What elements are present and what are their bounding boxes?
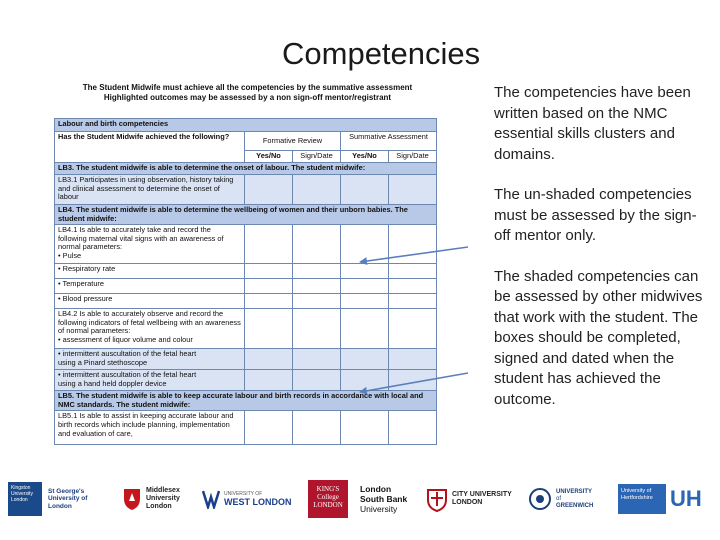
west-london-pre: UNIVERSITY OF bbox=[224, 491, 263, 497]
summative-sign-date-header: Sign/Date bbox=[389, 151, 437, 163]
logo-hertfordshire bbox=[618, 475, 712, 523]
logo-west-london bbox=[202, 475, 302, 523]
signoff-box[interactable] bbox=[245, 411, 293, 445]
competency-table bbox=[54, 118, 437, 445]
logo-middlesex bbox=[122, 475, 200, 523]
greenwich-line1: UNIVERSITY bbox=[556, 488, 593, 495]
summative-yes-no-header: Yes/No bbox=[341, 151, 389, 163]
greenwich-crest-icon bbox=[528, 487, 552, 511]
logo-kings bbox=[308, 475, 354, 523]
signoff-box[interactable] bbox=[389, 370, 437, 391]
kingston-logo-box: Kingston University London bbox=[8, 482, 42, 516]
logo-greenwich bbox=[528, 475, 610, 523]
greenwich-line2: of bbox=[556, 495, 562, 502]
logo-kingston-stgeorges bbox=[8, 475, 116, 523]
lsbu-logo-text bbox=[360, 484, 407, 514]
signoff-box[interactable] bbox=[389, 411, 437, 445]
lb3-1-cell: LB3.1 Participates in using observation, history taking and clinical assessment to determine the onset of labour bbox=[55, 175, 245, 205]
lsbu-line2: South Bank bbox=[360, 494, 408, 504]
pulse-item: • Pulse bbox=[58, 250, 82, 260]
stgeorges-logo-text: St George's University of London bbox=[48, 487, 88, 510]
doppler-line2: using a hand held doppler device bbox=[58, 378, 167, 388]
pinard-line2: using a Pinard stethoscope bbox=[58, 357, 148, 367]
signoff-box[interactable] bbox=[341, 279, 389, 294]
section-title: Labour and birth competencies bbox=[55, 119, 437, 132]
signoff-box[interactable] bbox=[245, 309, 293, 349]
signoff-box[interactable] bbox=[245, 294, 293, 309]
signoff-box[interactable] bbox=[389, 225, 437, 264]
partner-logos-bar bbox=[8, 475, 712, 523]
signoff-box[interactable] bbox=[341, 294, 389, 309]
lsbu-line1: London bbox=[360, 484, 392, 494]
city-line1: CITY UNIVERSITY bbox=[452, 491, 512, 498]
signoff-box[interactable] bbox=[341, 370, 389, 391]
signoff-box[interactable] bbox=[245, 264, 293, 279]
signoff-box[interactable] bbox=[293, 349, 341, 370]
temp-item: • Temperature bbox=[55, 279, 245, 294]
document-header-line1: The Student Midwife must achieve all the competencies by the summative assessment bbox=[82, 83, 413, 92]
signoff-box[interactable] bbox=[293, 264, 341, 279]
note-unshaded: The un-shaded competencies must be assessed by the sign-off mentor only. bbox=[494, 186, 697, 244]
pinard-line1: • intermittent auscultation of the fetal heart bbox=[58, 349, 197, 359]
signoff-box[interactable] bbox=[341, 225, 389, 264]
greenwich-logo-text bbox=[556, 489, 593, 510]
middlesex-logo-text: Middlesex University London bbox=[146, 487, 180, 510]
doppler-line1: • intermittent auscultation of the fetal heart bbox=[58, 370, 197, 380]
middlesex-shield-icon bbox=[122, 487, 142, 511]
lsbu-line3: University bbox=[360, 504, 398, 514]
notes-panel bbox=[494, 83, 704, 430]
bp-item: • Blood pressure bbox=[55, 294, 245, 309]
lb5-1-cell: LB5.1 Is able to assist in keeping accurate labour and birth records which include planning, implementation and evaluation of care, bbox=[55, 411, 245, 445]
signoff-box[interactable] bbox=[245, 349, 293, 370]
signoff-box[interactable] bbox=[245, 279, 293, 294]
lb4-1-cell bbox=[55, 225, 245, 264]
summative-assessment-header: Summative Assessment bbox=[341, 132, 437, 151]
signoff-box[interactable] bbox=[293, 411, 341, 445]
signoff-box[interactable] bbox=[389, 279, 437, 294]
city-crest-icon bbox=[426, 486, 448, 512]
document-header bbox=[60, 83, 435, 103]
signoff-box[interactable] bbox=[341, 264, 389, 279]
herts-logo-box: University of Hertfordshire bbox=[618, 484, 666, 514]
city-logo-text bbox=[452, 491, 512, 507]
resp-item: • Respiratory rate bbox=[55, 264, 245, 279]
lb4-heading: LB4. The student midwife is able to determine the wellbeing of women and their unborn babies. The student midwife: bbox=[55, 205, 437, 225]
signoff-box[interactable] bbox=[341, 309, 389, 349]
formative-yes-no-header: Yes/No bbox=[245, 151, 293, 163]
signoff-box[interactable] bbox=[341, 175, 389, 205]
lb4-1-text: LB4.1 Is able to accurately take and record the following maternal vital signs with an awareness of normal parameters: bbox=[58, 225, 224, 252]
kings-logo-box: KING'S College LONDON bbox=[308, 480, 348, 518]
liquor-item: • assessment of liquor volume and colour bbox=[58, 334, 193, 344]
note-shaded: The shaded competencies can be assessed by other midwives that work with the student. The boxes should be completed, signed and dated when the student has achieved the outcome. bbox=[494, 267, 703, 408]
doppler-item bbox=[55, 370, 245, 391]
pinard-item bbox=[55, 349, 245, 370]
document-header-line2: Highlighted outcomes may be assessed by a non sign-off mentor/registrant bbox=[103, 93, 392, 102]
signoff-box[interactable] bbox=[293, 294, 341, 309]
signoff-box[interactable] bbox=[389, 175, 437, 205]
logo-city bbox=[426, 475, 526, 523]
question-cell: Has the Student Midwife achieved the following? bbox=[55, 132, 245, 163]
west-london-logo-text bbox=[224, 491, 292, 507]
signoff-box[interactable] bbox=[245, 225, 293, 264]
signoff-box[interactable] bbox=[389, 264, 437, 279]
signoff-box[interactable] bbox=[293, 370, 341, 391]
lb4-2-text: LB4.2 Is able to accurately observe and record the following indicators of fetal wellbeing with an awareness of normal parameters: bbox=[58, 309, 241, 336]
lb4-2-cell bbox=[55, 309, 245, 349]
signoff-box[interactable] bbox=[389, 309, 437, 349]
signoff-box[interactable] bbox=[293, 279, 341, 294]
formative-review-header: Formative Review bbox=[245, 132, 341, 151]
signoff-box[interactable] bbox=[341, 411, 389, 445]
city-line2: LONDON bbox=[452, 499, 483, 506]
west-london-name: WEST LONDON bbox=[224, 497, 292, 507]
note-nmc: The competencies have been written based on the NMC essential skills clusters and domains. bbox=[494, 84, 691, 163]
signoff-box[interactable] bbox=[293, 309, 341, 349]
lb5-heading: LB5. The student midwife is able to keep accurate labour and birth records in accordance with local and NMC standards. The student midwife: bbox=[55, 391, 437, 411]
lb3-heading: LB3. The student midwife is able to determine the onset of labour. The student midwife: bbox=[55, 163, 437, 175]
signoff-box[interactable] bbox=[389, 294, 437, 309]
signoff-box[interactable] bbox=[389, 349, 437, 370]
signoff-box[interactable] bbox=[245, 370, 293, 391]
signoff-box[interactable] bbox=[293, 175, 341, 205]
signoff-box[interactable] bbox=[245, 175, 293, 205]
logo-lsbu bbox=[360, 475, 422, 523]
slide-title: Competencies bbox=[282, 36, 481, 71]
greenwich-line3: GREENWICH bbox=[556, 502, 594, 509]
formative-sign-date-header: Sign/Date bbox=[293, 151, 341, 163]
uh-logo-mark: UH bbox=[670, 486, 702, 511]
signoff-box[interactable] bbox=[341, 349, 389, 370]
west-london-mark-icon bbox=[202, 489, 220, 509]
signoff-box[interactable] bbox=[293, 225, 341, 264]
